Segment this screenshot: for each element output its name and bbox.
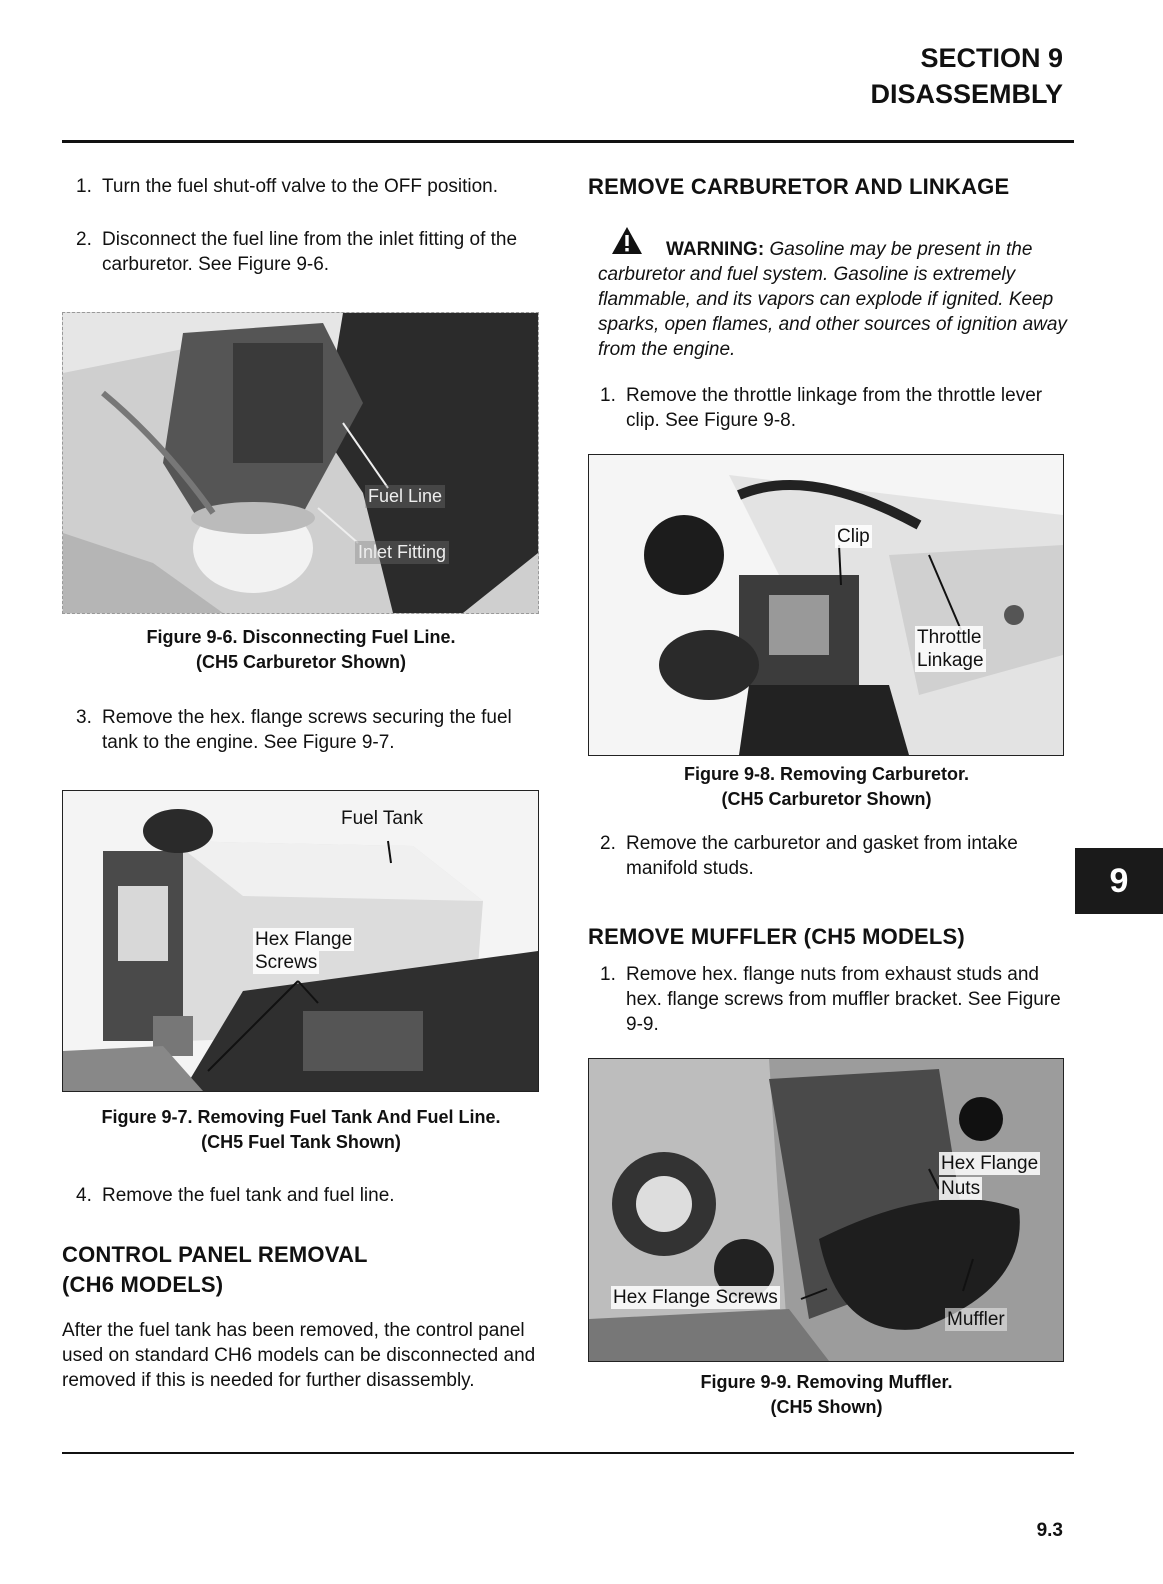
left-step-1: 1. Turn the fuel shut-off valve to the OFF position.	[76, 176, 499, 197]
fuel-tank-label: Fuel Tank	[341, 808, 424, 829]
figure-9-6-image	[63, 313, 538, 613]
linkage-label: Linkage	[917, 650, 984, 671]
nuts-label: Nuts	[941, 1178, 981, 1199]
fuel-line-label: Fuel Line	[365, 485, 445, 508]
left-step-2: 2. Disconnect the fuel line from the inlet fitting of the carburetor. See Figure 9-6.	[76, 229, 518, 275]
right-step-2: 2. Remove the carburetor and gasket from intake manifold studs.	[600, 833, 1018, 879]
hex-flange-screws-label-1: Hex Flange	[255, 929, 353, 950]
figure-9-9-photo	[588, 1058, 1064, 1362]
figure-9-8-caption: Figure 9-8. Removing Carburetor. (CH5 Carburetor Shown)	[683, 764, 970, 809]
section-header	[870, 40, 1063, 112]
remove-carburetor-heading: REMOVE CARBURETOR AND LINKAGE	[588, 174, 1010, 199]
clip-label: Clip	[837, 526, 870, 547]
figure-9-6-photo	[62, 312, 539, 614]
warning-block	[598, 237, 1068, 362]
warning-text: Gasoline may be present in the carburetor and fuel system. Gasoline is extremely flammable, and its vapors can explode if ignited. Keep sparks, open flames, and other sources of ignition away from the engine.	[598, 239, 1067, 360]
muffler-step-1: 1. Remove hex. flange nuts from exhaust studs and hex. flange screws from muffler bracket. See Figure 9-9.	[600, 964, 1061, 1035]
warning-icon	[612, 227, 642, 254]
hex-flange-screws-label-2: Screws	[255, 952, 318, 973]
hex-flange-screws-label: Hex Flange Screws	[613, 1287, 778, 1308]
section-number: SECTION 9	[920, 43, 1063, 73]
figure-9-8-photo	[588, 454, 1064, 756]
figure-9-9-caption: Figure 9-9. Removing Muffler. (CH5 Shown)	[700, 1372, 953, 1417]
remove-muffler-heading: REMOVE MUFFLER (CH5 MODELS)	[588, 924, 965, 949]
hex-flange-label: Hex Flange	[941, 1153, 1039, 1174]
control-panel-paragraph: After the fuel tank has been removed, the control panel used on standard CH6 models can be disconnected and removed if this is needed for further disassembly.	[62, 1320, 536, 1391]
throttle-label: Throttle	[917, 627, 982, 648]
figure-9-6-caption: Figure 9-6. Disconnecting Fuel Line. (CH5 Carburetor Shown)	[146, 627, 456, 672]
inlet-fitting-label: Inlet Fitting	[355, 541, 449, 564]
figure-9-7-photo	[62, 790, 539, 1092]
page-number: 9.3	[1036, 1520, 1063, 1541]
warning-label: WARNING:	[666, 239, 765, 260]
figure-9-8-image	[589, 455, 1063, 755]
header-rule	[62, 140, 1074, 143]
muffler-label: Muffler	[947, 1309, 1005, 1330]
footer-rule	[62, 1452, 1074, 1454]
section-tab: 9	[1075, 848, 1163, 914]
right-step-1: 1. Remove the throttle linkage from the throttle lever clip. See Figure 9-8.	[600, 385, 1043, 431]
section-title: DISASSEMBLY	[870, 79, 1063, 109]
control-panel-heading: CONTROL PANEL REMOVAL (CH6 MODELS)	[62, 1242, 368, 1297]
left-step-4: 4. Remove the fuel tank and fuel line.	[76, 1185, 395, 1206]
figure-9-7-caption: Figure 9-7. Removing Fuel Tank And Fuel Line. (CH5 Fuel Tank Shown)	[101, 1107, 501, 1152]
left-step-3: 3. Remove the hex. flange screws securing the fuel tank to the engine. See Figure 9-7.	[76, 707, 512, 753]
